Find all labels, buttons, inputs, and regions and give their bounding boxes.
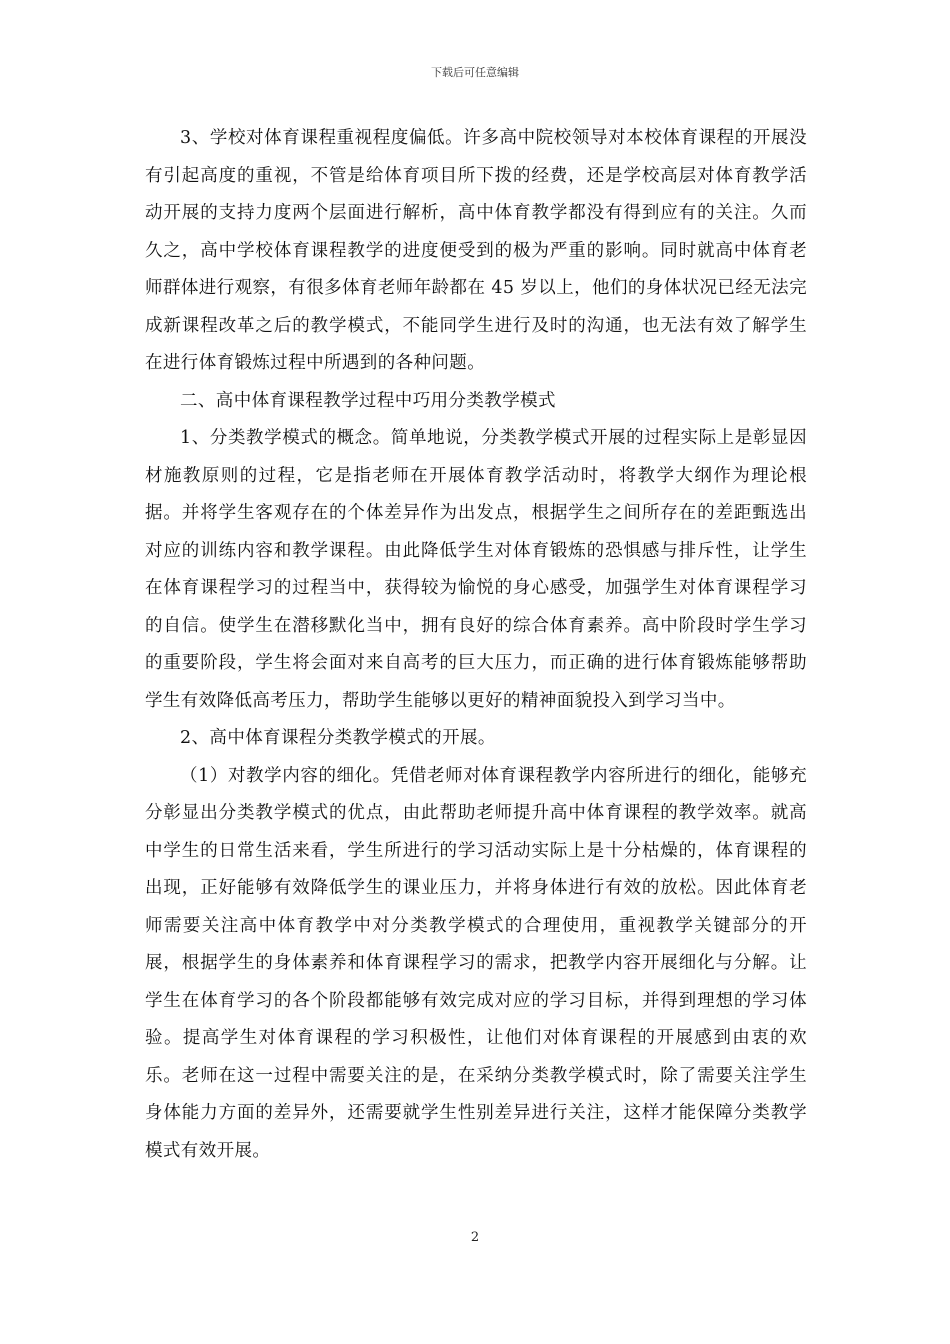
section-heading-classified-teaching: 二、高中体育课程教学过程中巧用分类教学模式	[180, 390, 556, 411]
paragraph-content-refinement: （1）对教学内容的细化。凭借老师对体育课程教学内容所进行的细化，能够充分彰显出分类教学模式的优点，由此帮助老师提升高中体育课程的教学效率。就高中学生的日常生活来看，学生所进行的学习活动实际上是十分枯燥的，体育课程的出现，正好能够有效降低学生的课业压力，并将身体进行有效的放松。因此体育老师需要关注高中体育教学中对分类教学模式的合理使用，重视教学关键部分的开展，根据学生的身体素养和体育课程学习的需求，把教学内容开展细化与分解。让学生在体育学习的各个阶段都能够有效完成对应的学习目标，并得到理想的学习体验。提高学生对体育课程的学习积极性，让他们对体育课程的开展感到由衷的欢乐。老师在这一过程中需要关注的是，在采纳分类教学模式时，除了需要关注学生身体能力方面的差异外，还需要就学生性别差异进行关注，这样才能保障分类教学模式有效开展。	[145, 765, 807, 1161]
page-number: 2	[470, 1230, 480, 1245]
paragraph-concept: 1、分类教学模式的概念。简单地说，分类教学模式开展的过程实际上是彰显因材施教原则的过程，它是指老师在开展体育教学活动时，将教学大纲作为理论根据。并将学生客观存在的个体差异作为出发点，根据学生之间所存在的差距甄选出对应的训练内容和教学课程。由此降低学生对体育锻炼的恐惧感与排斥性，让学生在体育课程学习的过程当中，获得较为愉悦的身心感受，加强学生对体育课程学习的自信。使学生在潜移默化当中，拥有良好的综合体育素养。高中阶段时学生学习的重要阶段，学生将会面对来自高考的巨大压力，而正确的进行体育锻炼能够帮助学生有效降低高考压力，帮助学生能够以更好的精神面貌投入到学习当中。	[145, 428, 807, 711]
paragraph-subheading-development: 2、高中体育课程分类教学模式的开展。	[180, 728, 496, 748]
page-header: 下载后可任意编辑	[431, 66, 519, 79]
paragraph-school-neglect: 3、学校对体育课程重视程度偏低。许多高中院校领导对本校体育课程的开展没有引起高度的重视，不管是给体育项目所下拨的经费，还是学校高层对体育教学活动开展的支持力度两个层面进行解析，高中体育教学都没有得到应有的关注。久而久之，高中学校体育课程教学的进度便受到的极为严重的影响。同时就高中体育老师群体进行观察，有很多体育老师年龄都在 45 岁以上，他们的身体状况已经无法完成新课程改革之后的教学模式，不能同学生进行及时的沟通，也无法有效了解学生在进行体育锻炼过程中所遇到的各种问题。	[145, 128, 807, 373]
document-body	[145, 120, 807, 1170]
